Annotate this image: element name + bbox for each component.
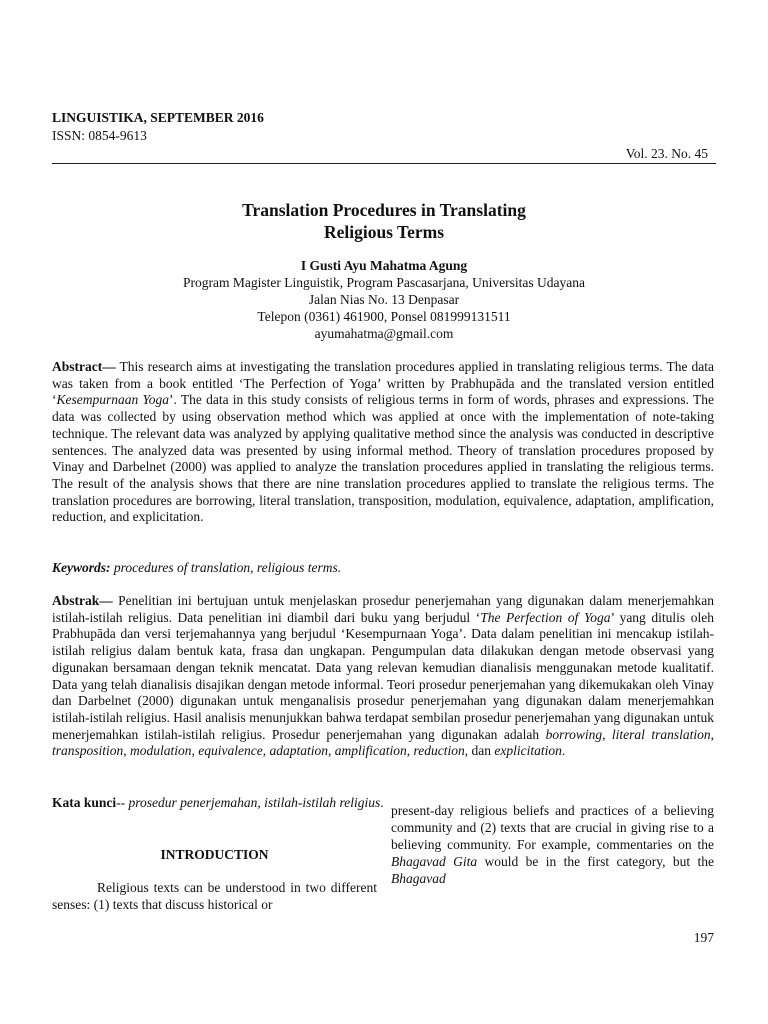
period: . <box>380 795 384 810</box>
separator: , <box>710 726 714 742</box>
abstrak-italic-title: The Perfection of Yoga <box>480 609 611 625</box>
keywords-label: Keywords: <box>52 560 111 575</box>
abstract-english <box>52 359 714 526</box>
section-heading-introduction: INTRODUCTION <box>160 847 269 862</box>
procedure-term: amplification <box>334 743 407 759</box>
keywords-text: procedures of translation, religious terms. <box>110 560 342 575</box>
intro-right-italic-1: Bhagavad Gita <box>391 854 478 869</box>
author-program: Program Magister Linguistik, Program Pascasarjana, Universitas Udayana <box>183 275 585 290</box>
abstrak-text-2: ’ yang ditulis oleh Prabhupāda dan versi terjemahannya yang berjudul ‘Kesempurnaan Yoga’. Data dalam penelitian ini mencakup istilah-istilah religius dalam bentuk kata, frasa dan ungkapan. Pengumpulan data dilakukan dengan metode observasi yang digunakan bersamaan dengan teknik mencatat. Data yang relevan kemudian dianalisis menggunakan metode kualitatif. Data yang telah dianalisis disajikan dengan metode informal. Teori prosedur penerjemahan yang dikemukakan oleh Vinay dan Darbelnet (2000) digunakan untuk menganalisis prosedur penerjemahan yang digunakan dalam menerjemahkan istilah-istilah religius. Hasil analisis menunjukkan bahwa terdapat sembilan prosedur penerjemahan yang digunakan untuk menerjemahkan istilah-istilah religius. Prosedur penerjemahan yang digunakan adalah <box>52 609 714 742</box>
kata-kunci-label: Kata kunci <box>52 795 117 810</box>
abstrak-text-1: Penelitian ini bertujuan untuk menjelaskan prosedur penerjemahan yang digunakan dalam menerjemahkan istilah-istilah religius. Data penelitian ini diambil dari buku yang berjudul ‘ <box>52 593 714 625</box>
procedure-term: transposition <box>52 743 124 759</box>
separator: , <box>406 743 414 759</box>
intro-right-text-1: present-day religious beliefs and practices of a believing community and (2) texts that are crucial in giving rise to a believing community. For example, commentaries on the <box>391 803 714 852</box>
procedure-term: borrowing <box>545 726 603 742</box>
separator: , <box>191 743 199 759</box>
separator-and: , dan <box>464 743 495 759</box>
title-line-1: Translation Procedures in Translating <box>242 200 526 220</box>
separator: , <box>328 743 335 759</box>
author-phone: Telepon (0361) 461900, Ponsel 081999131511 <box>257 309 511 324</box>
abstrak-label: Abstrak— <box>52 593 113 608</box>
keywords <box>52 560 714 577</box>
separator: , <box>602 726 612 742</box>
period: . <box>561 743 566 759</box>
procedure-term: modulation <box>130 743 192 759</box>
separator: , <box>123 743 131 759</box>
abstract-label: Abstract— <box>52 359 116 374</box>
abstract-text-2: ’. The data in this study consists of religious terms in form of words, phrases and expressions. The data was collected by using observation method which was applied at once with the implementation of note-taking technique. The relevant data was analyzed by applying qualitative method since the analysis was conducted in descriptive sentences. The analyzed data was presented by using informal method. Theory of translation procedures proposed by Vinay and Darbelnet (2000) was applied to analyze the translation procedures applied in translating the religious terms. The result of the analysis shows that there are nine translation procedures applied to translate the religious terms. The translation procedures are borrowing, literal translation, transposition, modulation, equivalence, adaptation, amplification, reduction, and explicitation. <box>52 392 714 525</box>
author-block <box>52 257 716 342</box>
abstract-indonesian <box>52 593 714 760</box>
abstract-text-1: This research aims at investigating the translation procedures applied in translating religious terms. The data was taken from a book entitled ‘The Perfection of Yoga’ written by Prabhupāda and the translated version entitled ‘ <box>52 359 714 408</box>
separator: , <box>262 743 270 759</box>
journal-name: LINGUISTIKA, SEPTEMBER 2016 <box>52 110 264 125</box>
volume-number: Vol. 23. No. 45 <box>625 146 708 161</box>
procedure-term: explicitation <box>494 743 562 759</box>
kata-kunci-text: prosedur penerjemahan, istilah-istilah religius <box>128 795 381 810</box>
abstract-italic-title: Kesempurnaan Yoga <box>56 392 169 408</box>
issn: ISSN: 0854-9613 <box>52 128 147 143</box>
kata-kunci-dash: -- <box>116 795 129 810</box>
author-email: ayumahatma@gmail.com <box>314 326 454 341</box>
author-name: I Gusti Ayu Mahatma Agung <box>300 258 468 273</box>
intro-right-italic-2: Bhagavad <box>391 871 446 886</box>
procedure-term: adaptation <box>269 743 329 759</box>
intro-paragraph-left: Religious texts can be understood in two different senses: (1) texts that discuss historical or <box>52 880 377 912</box>
paper-title <box>52 199 716 243</box>
procedure-term: reduction <box>413 743 465 759</box>
header-rule <box>52 163 716 164</box>
procedure-term: literal translation <box>611 726 711 742</box>
intro-paragraph-right <box>391 802 714 887</box>
author-address: Jalan Nias No. 13 Denpasar <box>308 292 460 307</box>
page-number: 197 <box>693 930 714 945</box>
intro-right-text-2: would be in the first category, but the <box>477 854 714 869</box>
title-line-2: Religious Terms <box>323 222 445 242</box>
procedure-term: equivalence <box>198 743 263 759</box>
